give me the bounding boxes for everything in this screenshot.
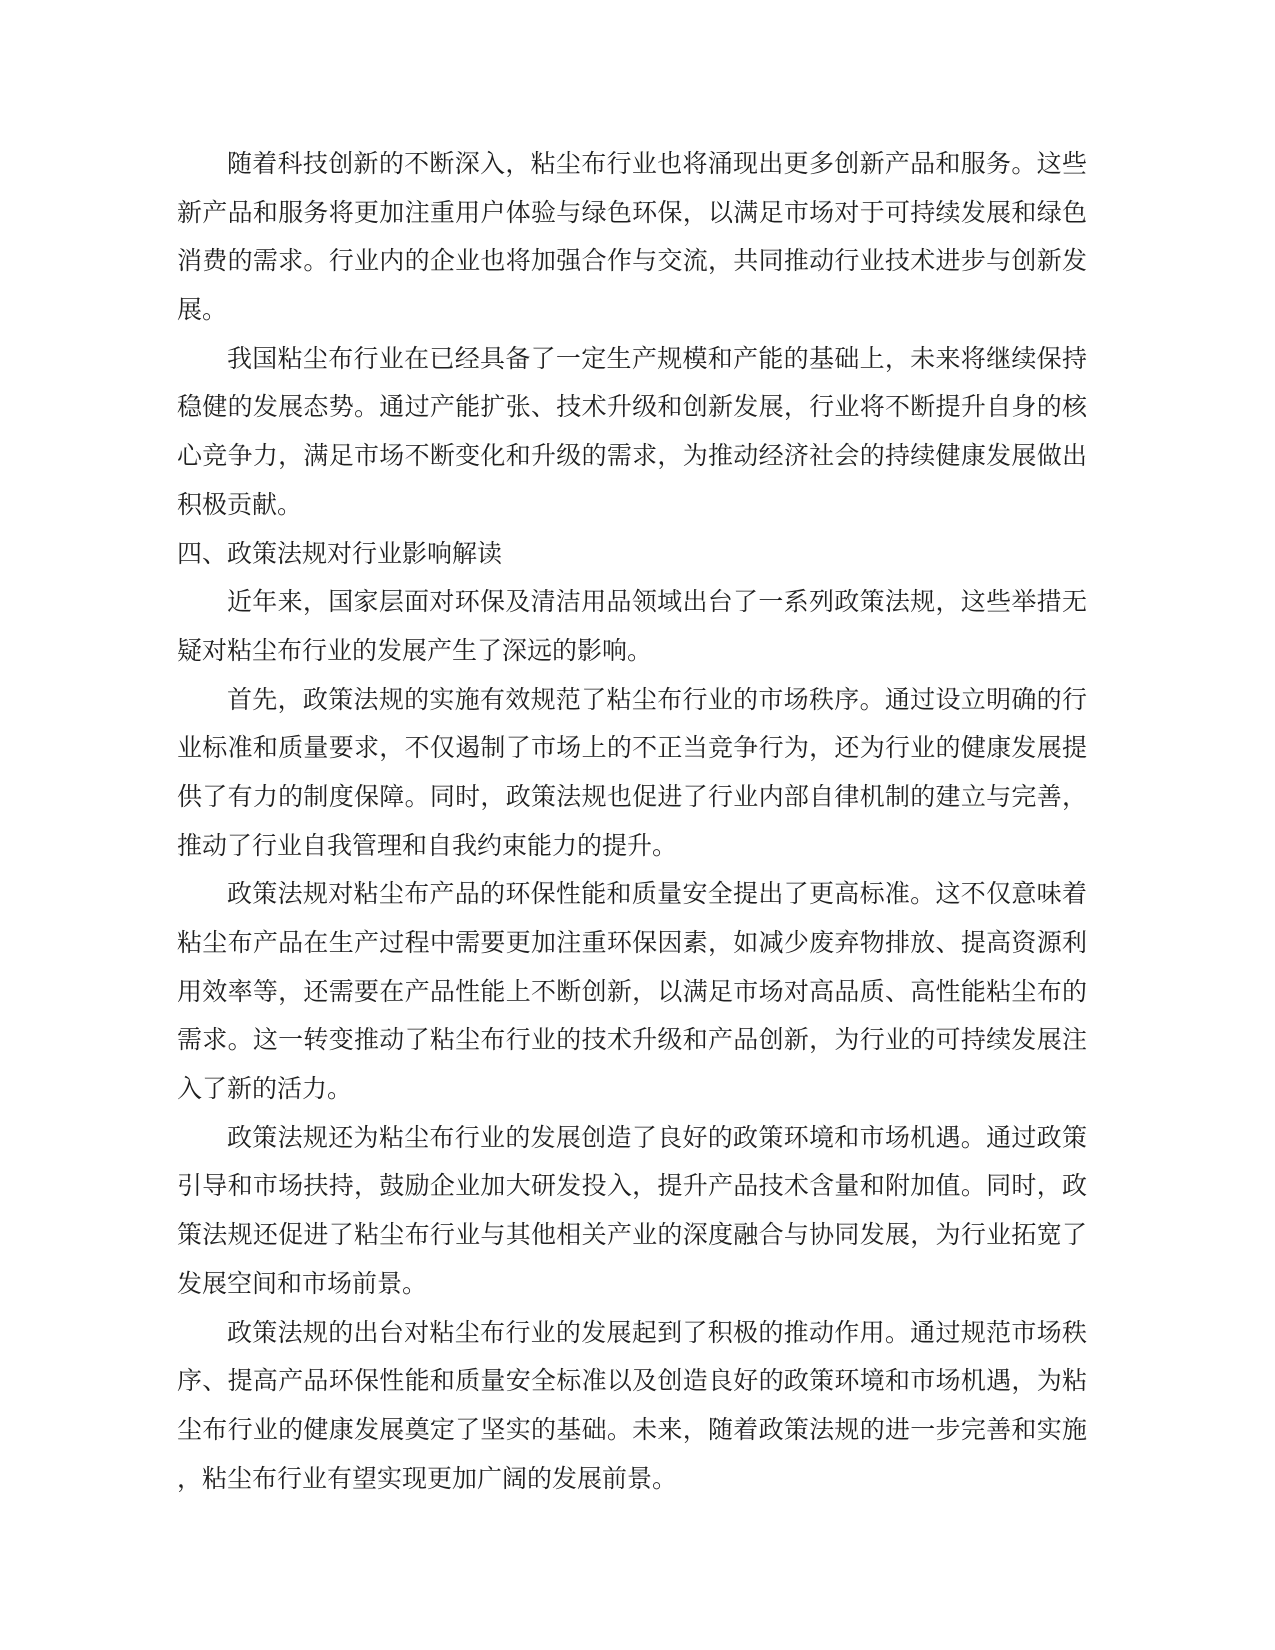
paragraph-line: 政策法规还为粘尘布行业的发展创造了良好的政策环境和市场机遇。通过政策 <box>227 1124 1087 1152</box>
paragraph <box>177 1310 1087 1505</box>
paragraph-line: 疑对粘尘布行业的发展产生了深远的影响。 <box>177 637 653 665</box>
paragraph-line: 首先，政策法规的实施有效规范了粘尘布行业的市场秩序。通过设立明确的行 <box>227 686 1087 714</box>
paragraph-line: 策法规还促进了粘尘布行业与其他相关产业的深度融合与协同发展，为行业拓宽了 <box>177 1222 1087 1250</box>
paragraph-line: 政策法规的出台对粘尘布行业的发展起到了积极的推动作用。通过规范市场秩 <box>227 1319 1087 1347</box>
paragraph <box>177 336 1087 531</box>
paragraph-line: 业标准和质量要求，不仅遏制了市场上的不正当竞争行为，还为行业的健康发展提 <box>177 735 1087 763</box>
paragraph <box>177 677 1087 872</box>
paragraph-line: 需求。这一转变推动了粘尘布行业的技术升级和产品创新，为行业的可持续发展注 <box>177 1027 1087 1055</box>
paragraph-line: 序、提高产品环保性能和质量安全标准以及创造良好的政策环境和市场机遇，为粘 <box>177 1368 1087 1396</box>
paragraph-line: 近年来，国家层面对环保及清洁用品领域出台了一系列政策法规，这些举措无 <box>227 589 1087 617</box>
heading-line: 四、政策法规对行业影响解读 <box>177 540 503 568</box>
paragraph-line: 用效率等，还需要在产品性能上不断创新，以满足市场对高品质、高性能粘尘布的 <box>177 978 1087 1006</box>
paragraph <box>177 871 1087 1114</box>
paragraph <box>177 1115 1087 1310</box>
paragraph-line: 发展空间和市场前景。 <box>177 1270 428 1298</box>
document-text <box>177 141 1087 1504</box>
paragraph-line: 供了有力的制度保障。同时，政策法规也促进了行业内部自律机制的建立与完善， <box>177 783 1087 811</box>
paragraph-line: 心竞争力，满足市场不断变化和升级的需求，为推动经济社会的持续健康发展做出 <box>177 443 1087 471</box>
paragraph-line: 推动了行业自我管理和自我约束能力的提升。 <box>177 832 678 860</box>
paragraph-line: 展。 <box>177 297 228 325</box>
paragraph <box>177 579 1087 676</box>
paragraph-line: 随着科技创新的不断深入，粘尘布行业也将涌现出更多创新产品和服务。这些 <box>227 151 1087 178</box>
paragraph-line: 消费的需求。行业内的企业也将加强合作与交流，共同推动行业技术进步与创新发 <box>177 248 1087 276</box>
paragraph <box>177 141 1087 336</box>
paragraph-line: 尘布行业的健康发展奠定了坚实的基础。未来，随着政策法规的进一步完善和实施 <box>177 1416 1087 1444</box>
paragraph-line: 我国粘尘布行业在已经具备了一定生产规模和产能的基础上，未来将继续保持 <box>227 345 1087 373</box>
paragraph-line: 粘尘布产品在生产过程中需要更加注重环保因素，如减少废弃物排放、提高资源利 <box>177 930 1087 957</box>
paragraph-line: 引导和市场扶持，鼓励企业加大研发投入，提升产品技术含量和附加值。同时，政 <box>177 1173 1087 1201</box>
section-heading <box>177 531 1087 580</box>
paragraph-line: 积极贡献。 <box>177 491 303 519</box>
paragraph-line: 新产品和服务将更加注重用户体验与绿色环保，以满足市场对于可持续发展和绿色 <box>177 199 1087 227</box>
paragraph-line: 稳健的发展态势。通过产能扩张、技术升级和创新发展，行业将不断提升自身的核 <box>177 394 1087 422</box>
paragraph-line: 政策法规对粘尘布产品的环保性能和质量安全提出了更高标准。这不仅意味着 <box>227 881 1087 909</box>
paragraph-line: 入了新的活力。 <box>177 1076 353 1104</box>
paragraph-line: ，粘尘布行业有望实现更加广阔的发展前景。 <box>177 1465 678 1493</box>
